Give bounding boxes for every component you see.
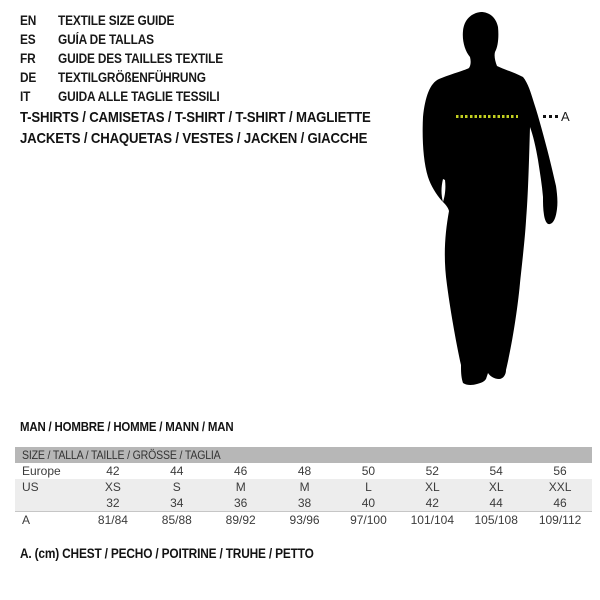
table-cell: 81/84 (97, 513, 128, 527)
table-cell: 42 (106, 464, 120, 478)
table-cell: L (365, 480, 372, 494)
table-cell: M (235, 480, 246, 494)
table-row-us (15, 479, 592, 495)
man-silhouette (415, 5, 565, 395)
table-cell: 48 (297, 464, 312, 478)
table-cell: 56 (553, 464, 567, 478)
table-row-chest-a (15, 511, 592, 527)
language-row-it (20, 87, 246, 106)
table-cell: 44 (489, 496, 503, 510)
language-row-de (20, 68, 246, 87)
chest-measure-line-yellow (456, 115, 518, 118)
table-row-us-numeric (15, 495, 592, 511)
language-code-it: IT (20, 89, 31, 104)
table-cell: XL (424, 480, 440, 494)
table-cell: 105/108 (474, 513, 518, 527)
table-cell: 40 (361, 496, 376, 510)
product-line-tshirts: T-SHIRTS / CAMISETAS / T-SHIRT / T-SHIRT / MAGLIETTE (20, 109, 371, 126)
row-label: Europe (22, 464, 61, 478)
language-label-es: GUÍA DE TALLAS (58, 32, 154, 47)
table-cell: 42 (425, 496, 439, 510)
chest-measure-line-extension (543, 115, 560, 118)
table-cell: 50 (361, 464, 376, 478)
language-code-de: DE (20, 70, 37, 85)
language-row-es (20, 30, 246, 49)
table-cell: XXL (548, 480, 572, 494)
row-label: A (22, 513, 31, 527)
row-label: US (22, 480, 39, 494)
table-cell: 89/92 (225, 513, 256, 527)
table-cell: S (172, 480, 181, 494)
measurement-footnote: A. (cm) CHEST / PECHO / POITRINE / TRUHE / PETTO (20, 546, 314, 561)
product-categories (20, 107, 419, 149)
language-code-fr: FR (20, 51, 36, 66)
table-cell: 101/104 (410, 513, 454, 527)
table-cell: 46 (234, 464, 248, 478)
language-label-en: TEXTILE SIZE GUIDE (58, 13, 175, 28)
language-row-en (20, 11, 246, 30)
language-label-fr: GUIDE DES TAILLES TEXTILE (58, 51, 224, 66)
table-cell: 54 (489, 464, 503, 478)
size-table (15, 447, 592, 527)
table-cell: 93/96 (289, 513, 320, 527)
language-label-it: GUIDA ALLE TAGLIE TESSILI (58, 89, 220, 104)
table-cell: 32 (106, 496, 120, 510)
gender-title: MAN / HOMBRE / HOMME / MANN / MAN (20, 419, 234, 434)
table-cell: 85/88 (161, 513, 192, 527)
row-label (15, 495, 81, 511)
table-cell: 46 (553, 496, 567, 510)
table-cell: 52 (425, 464, 439, 478)
language-code-es: ES (20, 32, 36, 47)
language-row-fr (20, 49, 246, 68)
table-cell: 109/112 (538, 513, 582, 527)
language-code-en: EN (20, 13, 37, 28)
table-cell: M (299, 480, 310, 494)
table-cell: 36 (234, 496, 248, 510)
table-row-europe (15, 463, 592, 479)
table-cell: 34 (170, 496, 184, 510)
table-cell: 38 (297, 496, 312, 510)
size-table-header: SIZE / TALLA / TAILLE / GRÖSSE / TAGLIA (22, 448, 221, 462)
table-cell: 44 (170, 464, 184, 478)
language-label-de: TEXTILGRÖßENFÜHRUNG (58, 70, 206, 85)
table-cell: 97/100 (350, 513, 387, 527)
language-list (20, 11, 246, 106)
product-line-jackets: JACKETS / CHAQUETAS / VESTES / JACKEN / GIACCHE (20, 130, 368, 147)
chest-measure-label: A (561, 109, 570, 124)
table-cell: XS (104, 480, 121, 494)
table-cell: XL (488, 480, 504, 494)
